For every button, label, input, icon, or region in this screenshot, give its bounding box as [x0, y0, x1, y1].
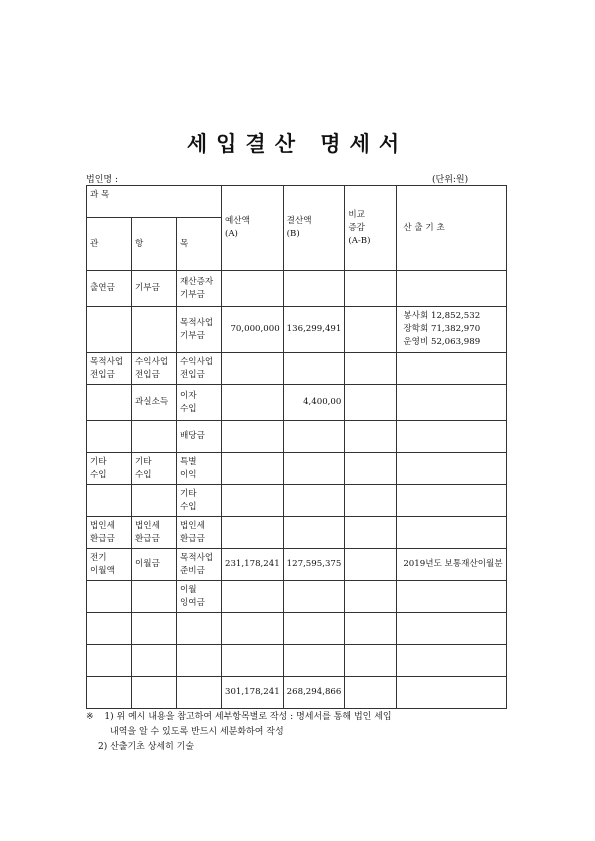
cell-settlement: 4,400,00: [283, 385, 345, 421]
cell-line: 목적사업: [90, 356, 124, 367]
cell-line: 기타: [180, 488, 197, 499]
cell-mok: [177, 549, 222, 581]
header-hang: 항: [132, 218, 177, 271]
header-gwamok: 과 목: [87, 186, 222, 218]
cell-budget: 231,178,241: [222, 549, 284, 581]
cell-mok: [177, 385, 222, 421]
cell-line: 장학회 71,382,970: [403, 324, 481, 334]
table-row: [87, 307, 507, 353]
cell-mok: [177, 271, 222, 307]
cell-line: 이월: [180, 584, 197, 595]
cell-line: 기타: [135, 456, 152, 467]
cell-basis: [397, 453, 506, 485]
cell-diff: [345, 453, 397, 485]
cell-budget: [222, 613, 284, 645]
cell-mok: [177, 645, 222, 677]
cell-basis: [397, 581, 506, 613]
cell-mok: [177, 421, 222, 453]
cell-line: 환급금: [135, 533, 160, 544]
cell-settlement: [283, 645, 345, 677]
cell-line: 수입: [180, 403, 197, 414]
cell-line: 이자: [180, 390, 197, 401]
table-row: [87, 613, 507, 645]
notes: [86, 710, 392, 755]
page-title: 세입결산 명세서: [186, 132, 409, 156]
header-mok: 목: [177, 218, 222, 271]
cell-gwan: [87, 549, 132, 581]
cell-settlement: [283, 485, 345, 517]
cell-hang: [132, 421, 177, 453]
cell-hang: [132, 613, 177, 645]
cell-gwan: [87, 677, 132, 709]
cell-line: 특별: [180, 456, 197, 467]
cell-budget: [222, 517, 284, 549]
note-line-2: 내역을 알 수 있도록 반드시 세분화하여 작성: [110, 727, 284, 737]
cell-line: 환급금: [90, 533, 115, 544]
cell-gwan: [87, 581, 132, 613]
cell-line: 이월금: [135, 559, 160, 569]
cell-diff: [345, 613, 397, 645]
cell-line: 법인세: [180, 520, 205, 531]
cell-mok: [177, 353, 222, 385]
cell-diff: [345, 677, 397, 709]
cell-budget: 301,178,241: [222, 677, 284, 709]
cell-budget: [222, 385, 284, 421]
cell-line: 법인세: [135, 520, 160, 531]
cell-budget: 70,000,000: [222, 307, 284, 353]
cell-settlement: [283, 271, 345, 307]
cell-line: 수익사업: [135, 356, 169, 367]
corp-name-label: 법인명 :: [86, 175, 118, 185]
cell-gwan: [87, 421, 132, 453]
cell-basis: [397, 421, 506, 453]
header-diff: 비교 증감 (A-B): [345, 186, 397, 271]
cell-mok: [177, 517, 222, 549]
cell-diff: [345, 517, 397, 549]
cell-budget: [222, 353, 284, 385]
cell-mok: [177, 677, 222, 709]
cell-settlement: [283, 517, 345, 549]
table-row: [87, 271, 507, 307]
cell-hang: [132, 645, 177, 677]
cell-line: 2019년도 보통재산이월분: [403, 559, 503, 569]
cell-mok: [177, 581, 222, 613]
cell-hang: [132, 385, 177, 421]
note-line-3: 2) 산출기초 상세히 기술: [98, 742, 195, 752]
cell-line: 전기: [90, 552, 107, 563]
cell-gwan: [87, 307, 132, 353]
cell-line: 봉사회 12,852,532: [403, 311, 481, 321]
cell-mok: [177, 453, 222, 485]
cell-gwan: [87, 517, 132, 549]
cell-settlement: [283, 581, 345, 613]
cell-basis: [397, 549, 506, 581]
table-row: [87, 581, 507, 613]
cell-line: 배당금: [180, 431, 205, 441]
cell-hang: [132, 453, 177, 485]
cell-gwan: [87, 645, 132, 677]
cell-line: 전입금: [135, 369, 160, 380]
cell-settlement: [283, 353, 345, 385]
cell-diff: [345, 581, 397, 613]
cell-gwan: [87, 453, 132, 485]
cell-line: 목적사업: [180, 317, 214, 328]
cell-line: 운영비 52,063,989: [403, 337, 481, 347]
cell-mok: [177, 485, 222, 517]
cell-settlement: [283, 453, 345, 485]
table-row: [87, 549, 507, 581]
cell-mok: [177, 613, 222, 645]
cell-hang: [132, 271, 177, 307]
cell-diff: [345, 385, 397, 421]
cell-basis: [397, 613, 506, 645]
cell-settlement: 136,299,491: [283, 307, 345, 353]
cell-budget: [222, 485, 284, 517]
cell-hang: [132, 307, 177, 353]
cell-gwan: [87, 385, 132, 421]
cell-basis: [397, 677, 506, 709]
cell-line: 수익사업: [180, 356, 214, 367]
cell-basis: [397, 645, 506, 677]
header-settlement: 결산액 (B): [283, 186, 345, 271]
cell-gwan: [87, 485, 132, 517]
table-row: [87, 677, 507, 709]
cell-line: 환급금: [180, 533, 205, 544]
cell-line: 잉여금: [180, 597, 205, 608]
table-row: [87, 353, 507, 385]
cell-hang: [132, 517, 177, 549]
header-gwan: 관: [87, 218, 132, 271]
cell-basis: [397, 385, 506, 421]
cell-hang: [132, 485, 177, 517]
cell-basis: [397, 485, 506, 517]
table-row: [87, 385, 507, 421]
cell-settlement: [283, 421, 345, 453]
cell-budget: [222, 271, 284, 307]
cell-line: 수입: [135, 469, 152, 480]
cell-line: 과실소득: [135, 397, 169, 407]
cell-line: 기부금: [180, 289, 205, 300]
cell-budget: [222, 645, 284, 677]
header-budget: 예산액 (A): [222, 186, 284, 271]
cell-hang: [132, 353, 177, 385]
cell-line: 기타: [90, 456, 107, 467]
cell-mok: [177, 307, 222, 353]
cell-budget: [222, 421, 284, 453]
cell-budget: [222, 453, 284, 485]
header-basis: 산 출 기 초: [397, 186, 506, 271]
cell-diff: [345, 271, 397, 307]
cell-hang: [132, 581, 177, 613]
cell-line: 이월액: [90, 565, 115, 576]
cell-line: 준비금: [180, 565, 205, 576]
cell-line: 이익: [180, 469, 197, 480]
note-mark: ※: [86, 712, 94, 722]
cell-line: 수입: [180, 501, 197, 512]
table-row: [87, 645, 507, 677]
cell-line: 기부금: [135, 283, 160, 293]
cell-settlement: 127,595,375: [283, 549, 345, 581]
cell-basis: [397, 307, 506, 353]
cell-diff: [345, 645, 397, 677]
cell-hang: [132, 677, 177, 709]
cell-diff: [345, 307, 397, 353]
table-row: [87, 453, 507, 485]
cell-gwan: [87, 613, 132, 645]
cell-line: 수입: [90, 469, 107, 480]
table-row: [87, 517, 507, 549]
cell-line: 재산증자: [180, 276, 214, 287]
cell-diff: [345, 485, 397, 517]
cell-settlement: 268,294,866: [283, 677, 345, 709]
cell-line: 전입금: [180, 369, 205, 380]
cell-diff: [345, 421, 397, 453]
cell-line: 전입금: [90, 369, 115, 380]
cell-gwan: [87, 353, 132, 385]
unit-label: (단위:원): [432, 175, 469, 185]
table-row: [87, 421, 507, 453]
cell-basis: [397, 353, 506, 385]
cell-settlement: [283, 613, 345, 645]
cell-diff: [345, 549, 397, 581]
revenue-settlement-table: [86, 185, 507, 709]
cell-gwan: [87, 271, 132, 307]
cell-hang: [132, 549, 177, 581]
cell-line: 목적사업: [180, 552, 214, 563]
cell-basis: [397, 271, 506, 307]
cell-budget: [222, 581, 284, 613]
cell-line: 출연금: [90, 283, 115, 293]
note-line-1: 1) 위 예시 내용을 참고하여 세부항목별로 작성 : 명세서를 통해 법인 세입: [104, 712, 392, 722]
cell-line: 법인세: [90, 520, 115, 531]
table-row: [87, 485, 507, 517]
cell-diff: [345, 353, 397, 385]
cell-basis: [397, 517, 506, 549]
cell-line: 기부금: [180, 330, 205, 341]
